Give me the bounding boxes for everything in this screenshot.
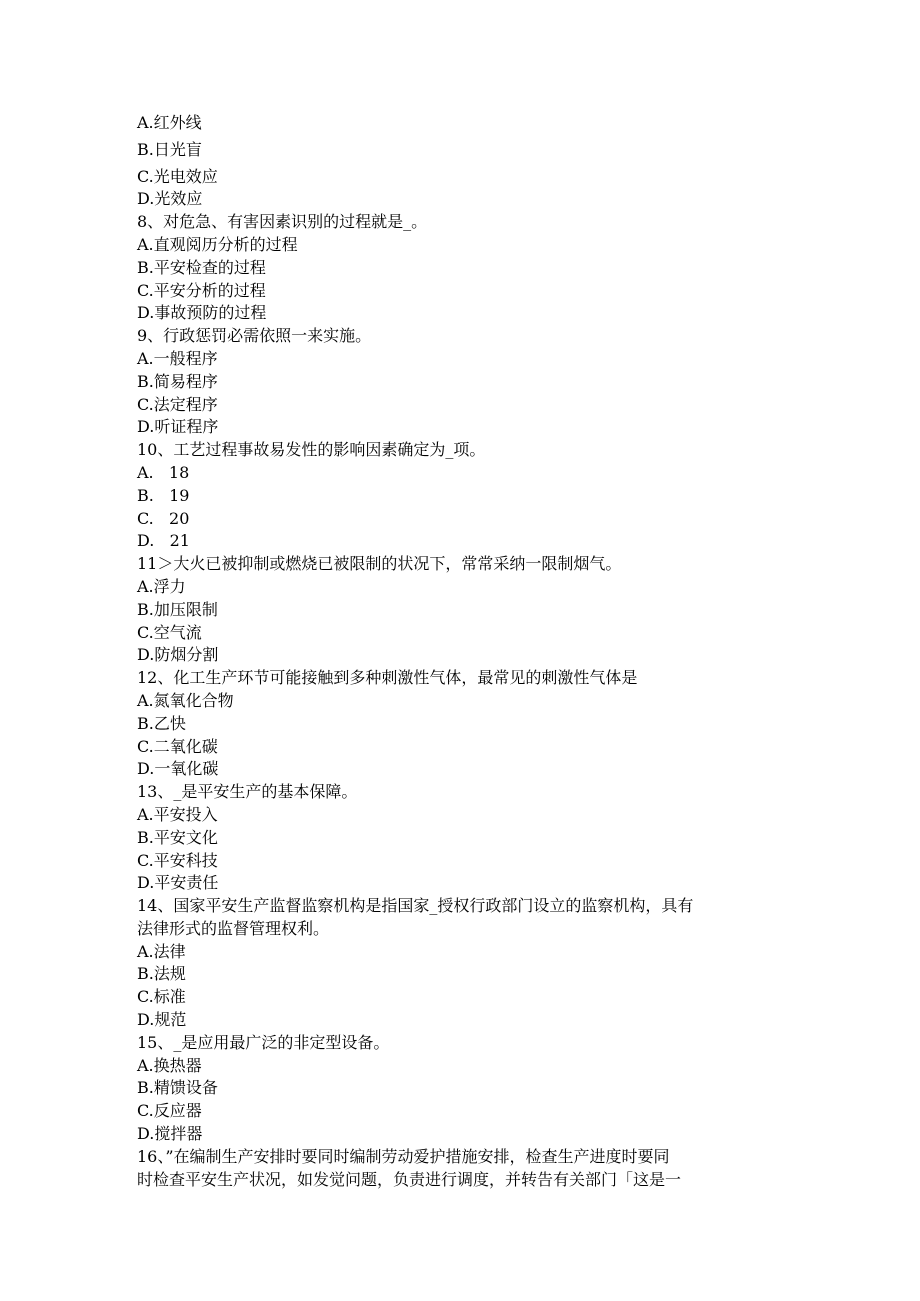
option-line: C.光电效应 <box>137 166 218 186</box>
question-line: 16、”在编制生产安排时要同时编制劳动爱护措施安排，检查生产进度时要同 <box>137 1146 670 1166</box>
question-line-continued: 时检查平安生产状况，如发觉问题，负责进行调度，并转告有关部门「这是一 <box>137 1169 682 1189</box>
option-line: C.二氧化碳 <box>137 736 218 756</box>
option-line: C.标准 <box>137 987 186 1007</box>
option-line: A.红外线 <box>137 113 202 132</box>
option-line: A.一般程序 <box>137 348 218 368</box>
question-line: 11＞大火已被抑制或燃烧已被限制的状况下，常常采纳一限制烟气。 <box>137 554 622 574</box>
option-line: C.空气流 <box>137 622 202 642</box>
option-line: D.事故预防的过程 <box>137 303 267 323</box>
option-line: A.平安投入 <box>137 804 218 824</box>
option-line: C.法定程序 <box>137 394 218 414</box>
option-line: D.搅拌器 <box>137 1124 203 1144</box>
option-line: A.浮力 <box>137 576 186 596</box>
option-line: A.换热器 <box>137 1055 202 1075</box>
question-line: 14、国家平安生产监督监察机构是指国家_授权行政部门设立的监察机构，具有 <box>137 896 694 916</box>
option-line: C.平安科技 <box>137 850 218 870</box>
option-line: B.精馈设备 <box>137 1078 218 1098</box>
option-line: B.平安文化 <box>137 827 218 847</box>
option-line: D.规范 <box>137 1010 187 1030</box>
option-line: A.氮氧化合物 <box>137 690 234 710</box>
question-line: 10、工艺过程事故易发性的影响因素确定为_项。 <box>137 440 486 460</box>
exam-text-body <box>137 112 787 1191</box>
option-line: A. 18 <box>137 462 190 482</box>
option-line: D.平安责任 <box>137 873 219 893</box>
option-line: D.听证程序 <box>137 417 219 437</box>
question-line: 12、化工生产环节可能接触到多种刺激性气体，最常见的刺激性气体是 <box>137 668 638 688</box>
question-line: 8、对危急、有害因素识别的过程就是_。 <box>137 212 428 232</box>
option-line: D.光效应 <box>137 189 203 209</box>
option-line: B.日光盲 <box>137 139 202 159</box>
option-line: C.反应器 <box>137 1101 202 1121</box>
option-line: B. 19 <box>137 485 190 505</box>
question-line-continued: 法律形式的监督管理权利。 <box>137 918 330 938</box>
option-line: B.法规 <box>137 964 186 984</box>
question-line: 15、_是应用最广泛的非定型设备。 <box>137 1032 390 1052</box>
option-line: B.平安检查的过程 <box>137 257 266 277</box>
question-line: 9、行政惩罚必需依照一来实施。 <box>137 326 372 346</box>
option-line: B.加压限制 <box>137 599 218 619</box>
option-line: A.法律 <box>137 941 186 961</box>
option-line: A.直观阅历分析的过程 <box>137 234 298 254</box>
option-line: C. 20 <box>137 508 190 528</box>
option-line: C.平安分析的过程 <box>137 280 266 300</box>
question-line: 13、_是平安生产的基本保障。 <box>137 782 358 802</box>
option-line: D.防烟分割 <box>137 645 219 665</box>
option-line: B.乙快 <box>137 713 186 733</box>
option-line: D. 21 <box>137 531 190 551</box>
option-line: D.一氧化碳 <box>137 759 219 779</box>
option-line: B.简易程序 <box>137 371 218 391</box>
